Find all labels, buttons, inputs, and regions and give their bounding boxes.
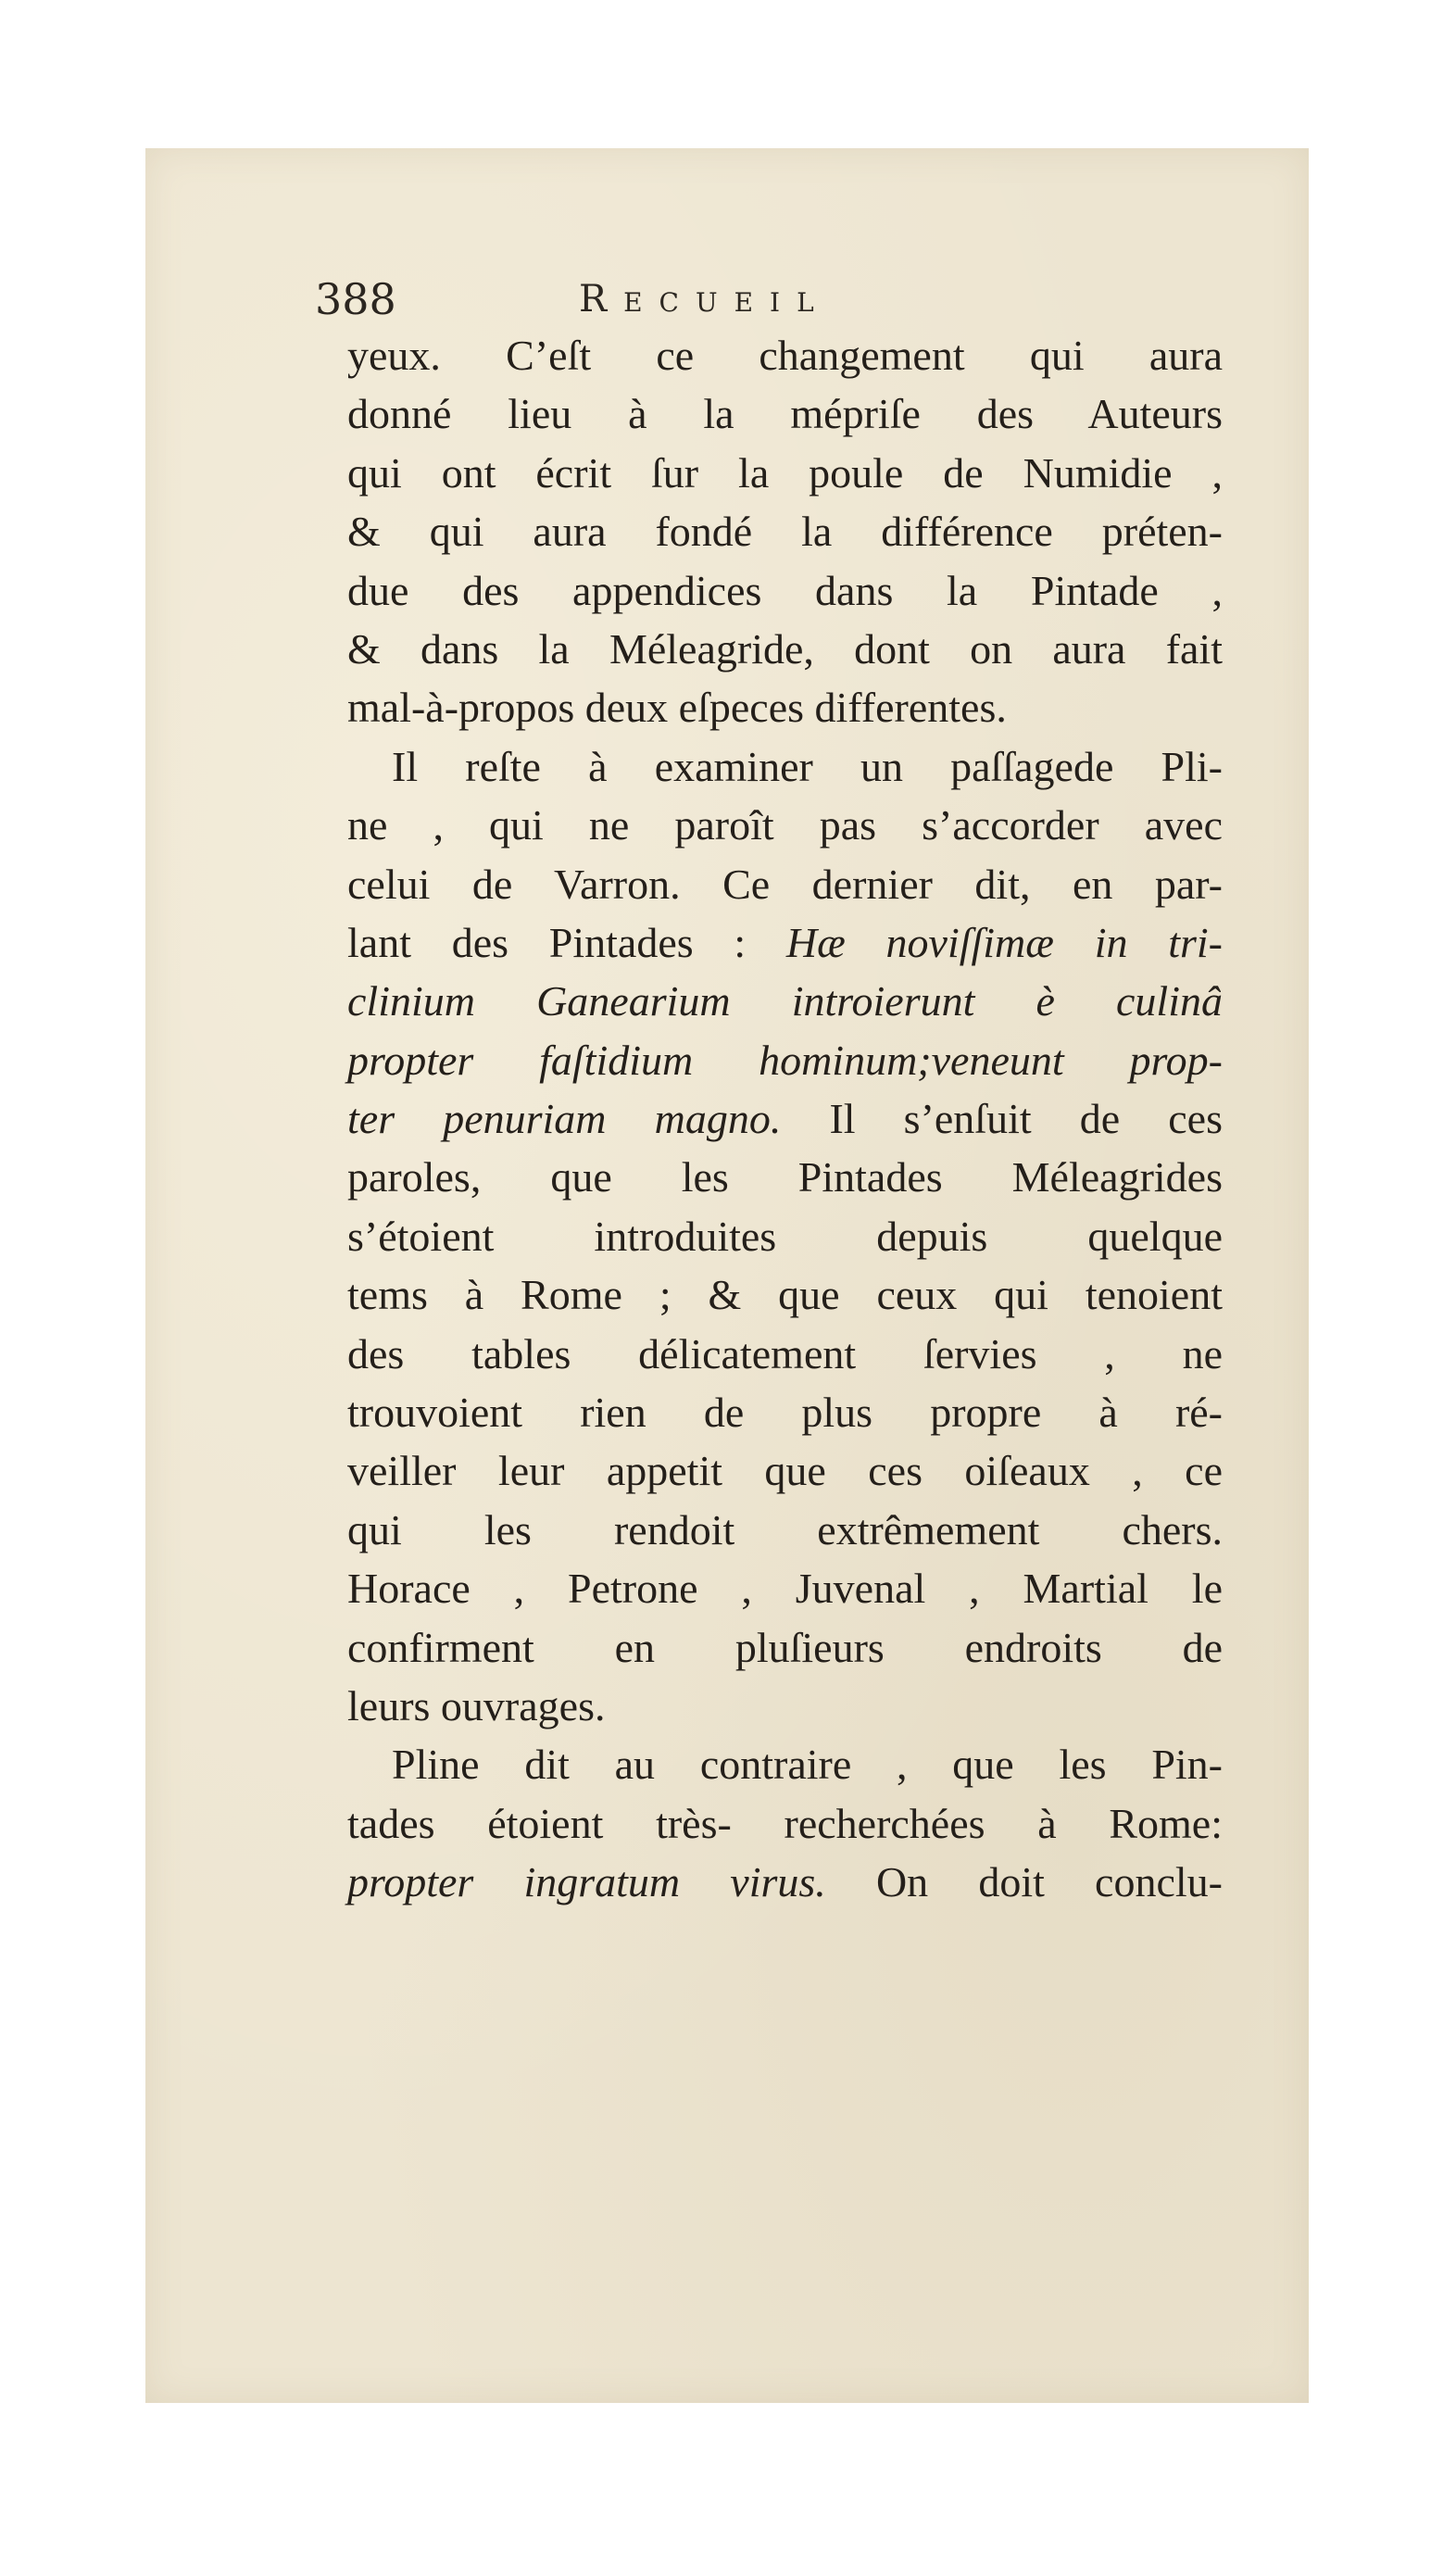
text-segment: Il reſte à examiner un paſſagede Pli- [392,742,1223,790]
text-line [347,444,1223,502]
italic-text-segment: propter ingratum virus. [347,1858,826,1906]
text-segment: celui de Varron. Ce dernier dit, en par- [347,860,1223,908]
text-segment: veiller leur appetit que ces oiſeaux , ce [347,1447,1223,1495]
italic-text-segment: clinium Ganearium introierunt è culinâ [347,977,1223,1025]
italic-text-segment: propter faſtidium hominum;veneunt prop- [347,1036,1223,1084]
page-number: 388 [315,274,396,324]
text-line [347,1207,1223,1265]
text-segment: tades étoient très- recherchées à Rome: [347,1799,1223,1847]
text-line [347,1031,1223,1089]
body-text [347,326,1223,1912]
text-line [347,384,1223,443]
running-head [315,269,1019,330]
text-line [347,796,1223,854]
text-segment: & qui aura fondé la différence préten- [347,508,1223,556]
text-line [347,1265,1223,1324]
text-line [347,737,1223,796]
text-segment: Il s’enſuit de ces [781,1095,1224,1143]
running-title: Recueil [579,278,831,321]
text-line [347,1677,1223,1735]
text-segment: Horace , Petrone , Juvenal , Martial le [347,1565,1223,1613]
text-segment: ne , qui ne paroît pas s’accorder avec [347,801,1223,849]
text-line [347,1148,1223,1206]
text-segment: donné lieu à la mépriſe des Auteurs [347,390,1223,438]
text-line [347,1383,1223,1441]
text-segment: paroles, que les Pintades Méleagrides [347,1153,1223,1201]
text-segment: mal-à-propos deux eſpeces differentes. [347,684,1007,732]
text-segment: Pline dit au contraire , que les Pin- [392,1741,1223,1789]
text-segment: s’étoient introduites depuis quelque [347,1212,1223,1260]
text-line [347,855,1223,913]
text-line [347,1735,1223,1793]
text-line [347,620,1223,678]
text-line [347,1441,1223,1500]
text-line [347,1501,1223,1559]
text-line [347,326,1223,384]
text-line [347,1089,1223,1148]
text-line [347,972,1223,1030]
text-segment: des tables délicatement ſervies , ne [347,1329,1223,1377]
italic-text-segment: ter penuriam magno. [347,1095,782,1143]
text-segment: due des appendices dans la Pintade , [347,566,1223,614]
text-segment: leurs ouvrages. [347,1681,606,1729]
text-segment: On doit conclu- [825,1858,1223,1906]
text-segment: & dans la Méleagride, dont on aura fait [347,624,1223,673]
text-segment: lant des Pintades : [347,918,786,966]
text-line [347,1325,1223,1383]
italic-text-segment: Hæ noviſſimæ in tri- [785,918,1223,966]
text-line [347,678,1223,736]
text-line [347,1794,1223,1853]
text-line [347,1853,1223,1911]
text-line [347,1559,1223,1617]
text-segment: confirment en pluſieurs endroits de [347,1623,1223,1671]
text-line [347,913,1223,972]
text-segment: qui ont écrit ſur la poule de Numidie , [347,448,1223,497]
text-line [347,561,1223,620]
text-line [347,502,1223,560]
text-segment: tems à Rome ; & que ceux qui tenoient [347,1271,1223,1319]
text-segment: trouvoient rien de plus propre à ré- [347,1389,1223,1437]
text-line [347,1618,1223,1677]
text-segment: yeux. C’eſt ce changement qui aura [347,332,1223,379]
text-segment: qui les rendoit extrêmement chers. [347,1505,1223,1553]
